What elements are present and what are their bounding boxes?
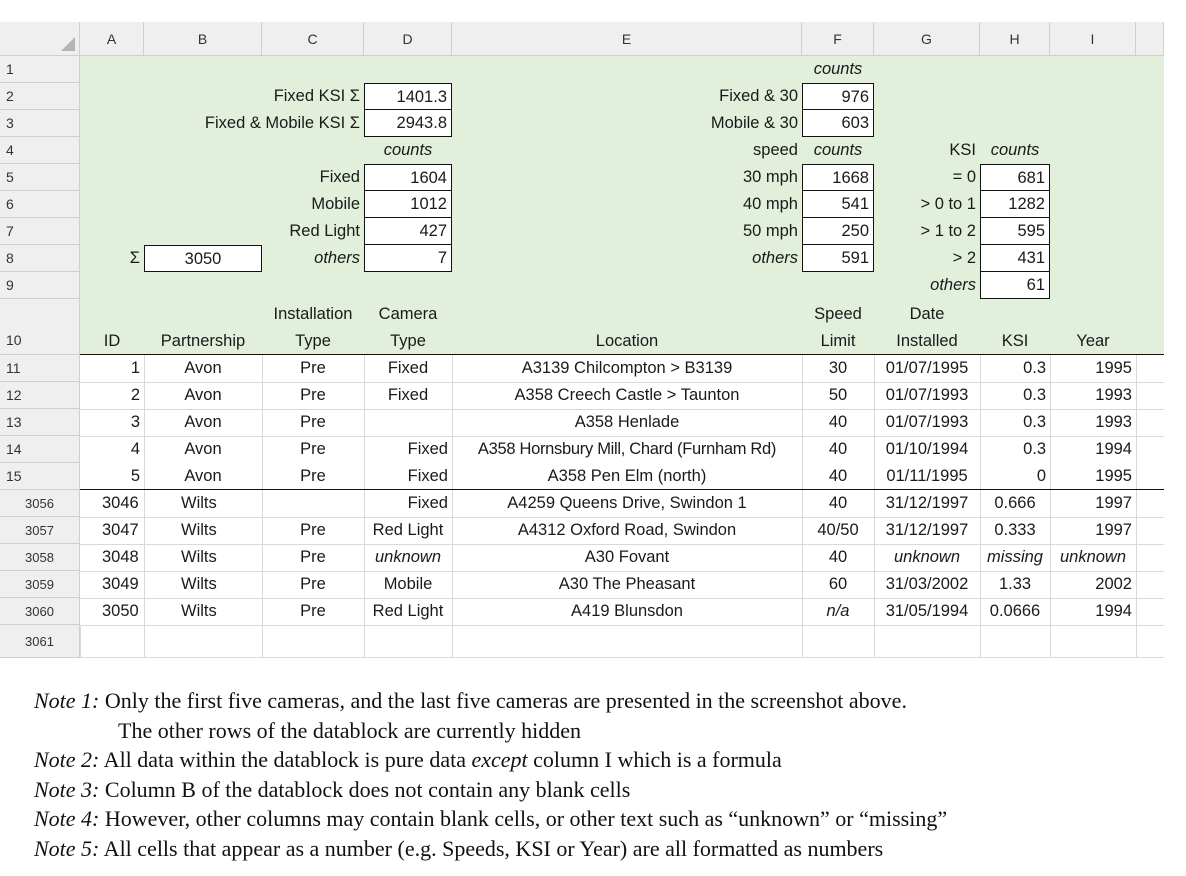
cell-year[interactable]: 1997 (1095, 521, 1132, 539)
row-header-6[interactable]: 6 (0, 191, 80, 218)
cell-camera-type[interactable]: Mobile (383, 575, 433, 593)
cell-id[interactable]: 3050 (102, 602, 139, 620)
gridline (80, 625, 1164, 626)
cell-camera-type[interactable]: Fixed (387, 359, 429, 377)
row-header-3[interactable]: 3 (0, 110, 80, 137)
header-installation-type: Type (295, 332, 331, 350)
header-location: Location (595, 332, 659, 350)
cell-date-installed[interactable]: unknown (893, 548, 961, 566)
cell-date-installed[interactable]: 01/07/1995 (885, 359, 969, 377)
cell-date-installed[interactable]: 01/11/1995 (886, 467, 968, 485)
speed-value-50[interactable]: 250 (802, 218, 874, 245)
note-text: All cells that appear as a number (e.g. Speeds, KSI or Year) are all formatted as numbers (99, 835, 884, 861)
row-header-13[interactable]: 13 (0, 409, 80, 436)
gridline (364, 625, 365, 658)
type-label-others: others (314, 249, 360, 267)
notes-section (34, 686, 1164, 863)
cell-ksi[interactable]: 1.33 (998, 575, 1032, 593)
cell-id[interactable]: 3046 (102, 494, 139, 512)
cell-location[interactable]: A4259 Queens Drive, Swindon 1 (507, 494, 747, 512)
cell-ksi[interactable]: missing (987, 548, 1043, 566)
cell-partnership[interactable]: Wilts (181, 575, 217, 593)
row-header-3057[interactable]: 3057 (0, 517, 80, 544)
cell-partnership[interactable]: Wilts (181, 521, 217, 539)
select-all-corner[interactable] (0, 22, 80, 56)
speed-label-50: 50 mph (742, 222, 798, 240)
cell-speed-limit[interactable]: n/a (826, 602, 850, 620)
gridline (144, 625, 145, 658)
note-label: Note 1: (34, 688, 100, 713)
cell-partnership[interactable]: Avon (184, 467, 222, 485)
row-header-4[interactable]: 4 (0, 137, 80, 164)
note-emphasis: except (471, 747, 528, 772)
type-value-others[interactable]: 7 (364, 245, 452, 272)
sigma-total-value[interactable]: 3050 (144, 245, 262, 272)
header-year: Year (1076, 332, 1110, 350)
cell-year[interactable]: 1993 (1095, 386, 1132, 404)
cell-ksi[interactable]: 0.666 (994, 494, 1036, 512)
note-text: All data within the datablock is pure data (99, 747, 472, 772)
gridline (980, 625, 981, 658)
ksi-label-others: others (930, 276, 976, 294)
note-3 (34, 775, 1164, 805)
cell-installation-type[interactable]: Pre (300, 467, 326, 485)
speed-value-30[interactable]: 1668 (802, 164, 874, 191)
gridline (80, 657, 1164, 658)
type-counts-header: counts (383, 141, 433, 159)
cell-speed-limit[interactable]: 30 (828, 359, 848, 377)
cell-speed-limit[interactable]: 40 (828, 467, 848, 485)
cell-id[interactable]: 5 (130, 467, 140, 485)
note-2 (34, 745, 1164, 775)
gridline (1136, 625, 1137, 658)
cell-location[interactable]: A358 Pen Elm (north) (547, 467, 707, 485)
sigma-label: Σ (129, 249, 140, 267)
ksi-counts-header: counts (990, 141, 1040, 159)
cell-year[interactable]: unknown (1059, 548, 1127, 566)
cell-id[interactable]: 3047 (102, 521, 139, 539)
cell-installation-type[interactable]: Pre (300, 548, 326, 566)
cell-location[interactable]: A358 Hornsbury Mill, Chard (Furnham Rd) (477, 440, 777, 458)
note-5 (34, 834, 1164, 864)
column-header-a[interactable]: A (80, 22, 144, 56)
cell-speed-limit[interactable]: 40/50 (817, 521, 859, 539)
cell-installation-type[interactable]: Pre (300, 602, 326, 620)
speed-counts-header: counts (813, 141, 863, 159)
ksi-value-0[interactable]: 681 (980, 164, 1050, 191)
spreadsheet[interactable] (0, 22, 1164, 658)
cell-location[interactable]: A358 Creech Castle > Taunton (514, 386, 740, 404)
note-label: Note 5: (34, 835, 100, 861)
cell-partnership[interactable]: Avon (184, 413, 222, 431)
cell-partnership[interactable]: Avon (184, 440, 222, 458)
column-header-b[interactable]: B (144, 22, 262, 56)
cell-installation-type[interactable]: Pre (300, 440, 326, 458)
type-value-fixed[interactable]: 1604 (364, 164, 452, 191)
cell-speed-limit[interactable]: 40 (828, 548, 848, 566)
row-header-14[interactable]: 14 (0, 436, 80, 463)
cell-year[interactable]: 1993 (1095, 413, 1132, 431)
header-installation: Installation (273, 305, 353, 323)
note-text: Only the first five cameras, and the last five cameras are presented in the screenshot above. (99, 688, 907, 713)
cell-camera-type[interactable] (364, 409, 452, 436)
cell-id[interactable]: 3049 (102, 575, 139, 593)
speed-label-30: 30 mph (742, 168, 798, 186)
ksi-label-0-1: > 0 to 1 (920, 195, 976, 213)
cell-installation-type[interactable]: Pre (300, 386, 326, 404)
note-4 (34, 804, 1164, 834)
row-header-3059[interactable]: 3059 (0, 571, 80, 598)
speed-label: speed (753, 141, 798, 159)
fixed-ksi-value[interactable]: 1401.3 (364, 83, 452, 110)
column-header-i[interactable]: I (1050, 22, 1136, 56)
cell-year[interactable]: 1995 (1095, 467, 1132, 485)
cell-speed-limit[interactable]: 60 (828, 575, 848, 593)
gridline (1136, 355, 1137, 625)
cell-location[interactable]: A30 Fovant (584, 548, 670, 566)
gridline (452, 625, 453, 658)
cell-camera-type[interactable]: Red Light (372, 602, 444, 620)
cell-date-installed[interactable]: 31/03/2002 (885, 575, 969, 593)
row-header-15[interactable]: 15 (0, 463, 80, 490)
header-id: ID (103, 332, 121, 350)
cell-location[interactable]: A30 The Pheasant (558, 575, 696, 593)
header-partnership: Partnership (160, 332, 246, 350)
cell-id[interactable]: 1 (130, 359, 140, 377)
cell-ksi[interactable]: 0.3 (1023, 386, 1046, 404)
ksi-value-others[interactable]: 61 (980, 272, 1050, 299)
note-text: The other rows of the datablock are currently hidden (118, 717, 582, 743)
type-label-red-light: Red Light (289, 222, 360, 240)
cell-speed-limit[interactable]: 40 (828, 440, 848, 458)
cell-installation-type[interactable] (262, 490, 364, 517)
fixed-mobile-ksi-label: Fixed & Mobile KSI Σ (204, 114, 360, 132)
note-1 (34, 686, 1164, 716)
cell-location[interactable]: A3139 Chilcompton > B3139 (521, 359, 733, 377)
type-value-red-light[interactable]: 427 (364, 218, 452, 245)
cell-ksi[interactable]: 0.3 (1023, 413, 1046, 431)
row-header-3056[interactable]: 3056 (0, 490, 80, 517)
gridline (874, 625, 875, 658)
cell-id[interactable]: 3048 (102, 548, 139, 566)
cell-id[interactable]: 2 (130, 386, 140, 404)
ksi-label-1-2: > 1 to 2 (920, 222, 976, 240)
row-header-1[interactable]: 1 (0, 56, 80, 83)
cell-ksi[interactable]: 0.0666 (989, 602, 1041, 620)
gridline (802, 625, 803, 658)
cell-ksi[interactable]: 0.3 (1023, 359, 1046, 377)
cell-partnership[interactable]: Wilts (181, 548, 217, 566)
cell-camera-type[interactable]: unknown (374, 548, 442, 566)
note-label: Note 2: (34, 747, 100, 772)
fixed-30-label: Fixed & 30 (719, 87, 798, 105)
cell-installation-type[interactable]: Pre (300, 575, 326, 593)
gridline (1050, 625, 1051, 658)
mobile-30-value[interactable]: 603 (802, 110, 874, 137)
cell-speed-limit[interactable]: 50 (828, 386, 848, 404)
cell-ksi[interactable]: 0.3 (1023, 440, 1046, 458)
cell-year[interactable]: 1994 (1095, 440, 1132, 458)
cell-speed-limit[interactable]: 40 (828, 494, 848, 512)
select-all-triangle-icon (61, 37, 75, 51)
row-header-2[interactable]: 2 (0, 83, 80, 110)
cell-year[interactable]: 1994 (1095, 602, 1132, 620)
header-camera: Camera (378, 305, 438, 323)
cell-camera-type[interactable]: Fixed (387, 386, 429, 404)
cell-camera-type[interactable]: Fixed (407, 494, 448, 512)
note-label: Note 3: (34, 776, 100, 802)
ksi-value-gt2[interactable]: 431 (980, 245, 1050, 272)
cell-id[interactable]: 3 (130, 413, 140, 431)
mobile-30-label: Mobile & 30 (710, 114, 798, 132)
column-header-e[interactable]: E (452, 22, 802, 56)
ksi-label-gt2: > 2 (952, 249, 976, 267)
cell-installation-type[interactable]: Pre (300, 521, 326, 539)
type-value-mobile[interactable]: 1012 (364, 191, 452, 218)
ksi-label-0: = 0 (952, 168, 976, 186)
speed-value-40[interactable]: 541 (802, 191, 874, 218)
cell-date-installed[interactable]: 01/07/1993 (885, 413, 969, 431)
gridline (80, 625, 81, 658)
cell-installation-type[interactable]: Pre (300, 413, 326, 431)
f-counts-header: counts (813, 60, 863, 78)
cell-camera-type[interactable]: Fixed (407, 467, 448, 485)
fixed-30-value[interactable]: 976 (802, 83, 874, 110)
note-text: column I which is a formula (527, 747, 782, 772)
header-camera-type: Type (390, 332, 426, 350)
speed-label-40: 40 mph (742, 195, 798, 213)
column-header-blank (1136, 22, 1164, 56)
row-header-11[interactable]: 11 (0, 355, 80, 382)
cell-partnership[interactable]: Avon (184, 386, 222, 404)
cell-year[interactable]: 1995 (1095, 359, 1132, 377)
cell-speed-limit[interactable]: 40 (828, 413, 848, 431)
cell-location[interactable]: A4312 Oxford Road, Swindon (517, 521, 737, 539)
cell-year[interactable]: 2002 (1095, 575, 1132, 593)
cell-date-installed[interactable]: 31/12/1997 (885, 521, 969, 539)
cell-year[interactable]: 1997 (1095, 494, 1132, 512)
cell-camera-type[interactable]: Fixed (407, 440, 448, 458)
note-label: Note 4: (34, 806, 100, 831)
header-date: Date (909, 305, 945, 323)
row-header-9[interactable]: 9 (0, 272, 80, 299)
cell-location[interactable]: A358 Henlade (574, 413, 680, 431)
ksi-value-1-2[interactable]: 595 (980, 218, 1050, 245)
row-header-3060[interactable]: 3060 (0, 598, 80, 625)
cell-ksi[interactable]: 0.333 (994, 521, 1036, 539)
cell-date-installed[interactable]: 01/10/1994 (885, 440, 969, 458)
ksi-label: KSI (949, 141, 976, 159)
column-header-d[interactable]: D (364, 22, 452, 56)
header-date-installed: Installed (896, 332, 958, 350)
type-label-mobile: Mobile (311, 195, 360, 213)
header-speed-limit: Limit (820, 332, 856, 350)
fixed-mobile-ksi-value[interactable]: 2943.8 (364, 110, 452, 137)
row-header-7[interactable]: 7 (0, 218, 80, 245)
ksi-value-0-1[interactable]: 1282 (980, 191, 1050, 218)
cell-installation-type[interactable]: Pre (300, 359, 326, 377)
cell-date-installed[interactable]: 01/07/1993 (885, 386, 969, 404)
type-label-fixed: Fixed (319, 168, 360, 186)
row-header-5[interactable]: 5 (0, 164, 80, 191)
header-speed: Speed (814, 305, 862, 323)
cell-ksi[interactable]: 0 (1036, 467, 1046, 485)
column-header-c[interactable]: C (262, 22, 364, 56)
header-ksi: KSI (1001, 332, 1029, 350)
note-1-continued (34, 716, 1164, 746)
cell-partnership[interactable]: Wilts (181, 602, 217, 620)
cell-partnership[interactable]: Avon (184, 359, 222, 377)
column-header-h[interactable]: H (980, 22, 1050, 56)
cell-date-installed[interactable]: 31/05/1994 (885, 602, 969, 620)
column-header-f[interactable]: F (802, 22, 874, 56)
note-text: However, other columns may contain blank cells, or other text such as “unknown” or “missing” (99, 806, 948, 831)
cell-partnership[interactable]: Wilts (181, 494, 217, 512)
gridline (262, 625, 263, 658)
note-text: Column B of the datablock does not contain any blank cells (99, 776, 631, 802)
row-header-10[interactable]: 10 (0, 299, 80, 355)
cell-camera-type[interactable]: Red Light (372, 521, 444, 539)
row-header-12[interactable]: 12 (0, 382, 80, 409)
row-header-3058[interactable]: 3058 (0, 544, 80, 571)
column-header-g[interactable]: G (874, 22, 980, 56)
fixed-ksi-label: Fixed KSI Σ (273, 87, 360, 105)
cell-date-installed[interactable]: 31/12/1997 (885, 494, 969, 512)
row-header-3061[interactable]: 3061 (0, 625, 80, 658)
cell-id[interactable]: 4 (130, 440, 140, 458)
speed-label-others: others (752, 249, 798, 267)
speed-value-others[interactable]: 591 (802, 245, 874, 272)
cell-location[interactable]: A419 Blunsdon (571, 602, 683, 620)
row-header-8[interactable]: 8 (0, 245, 80, 272)
